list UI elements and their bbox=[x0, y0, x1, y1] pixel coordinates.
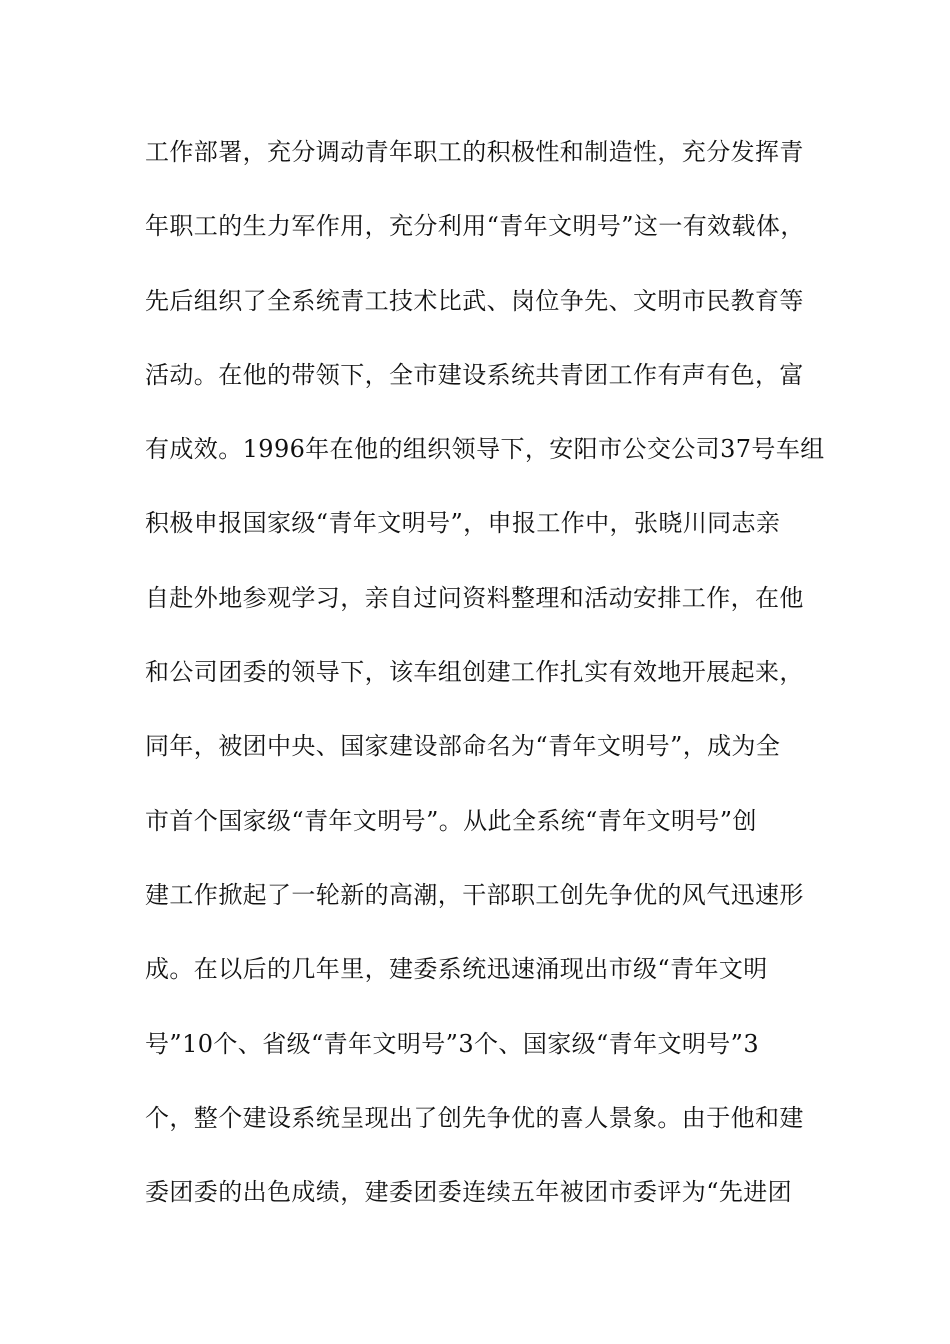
text-line: 市首个国家级“青年文明号”。从此全系统“青年文明号”创 bbox=[145, 806, 757, 835]
text-line: 成。在以后的几年里，建委系统迅速涌现出市级“青年文明 bbox=[145, 955, 768, 984]
text-line: 和公司团委的领导下，该车组创建工作扎实有效地开展起来， bbox=[145, 658, 804, 687]
text-line: 工作部署，充分调动青年职工的积极性和制造性，充分发挥青 bbox=[145, 138, 804, 166]
text-line: 活动。在他的带领下，全市建设系统共青团工作有声有色，富 bbox=[145, 360, 804, 389]
text-line: 同年，被团中央、国家建设部命名为“青年文明号”，成为全 bbox=[145, 732, 781, 761]
text-line: 建工作掀起了一轮新的高潮，干部职工创先争优的风气迅速形 bbox=[145, 880, 804, 909]
text-line: 号”10个、省级“青年文明号”3个、国家级“青年文明号”3 bbox=[145, 1029, 760, 1058]
text-line: 积极申报国家级“青年文明号”，申报工作中，张晓川同志亲 bbox=[145, 509, 781, 538]
text-line: 年职工的生力军作用，充分利用“青年文明号”这一有效载体， bbox=[145, 212, 805, 241]
text-line: 先后组织了全系统青工技术比武、岗位争先、文明市民教育等 bbox=[145, 286, 804, 315]
text-line: 个，整个建设系统呈现出了创先争优的喜人景象。由于他和建 bbox=[145, 1103, 804, 1132]
text-line: 自赴外地参观学习，亲自过问资料整理和活动安排工作，在他 bbox=[145, 583, 804, 612]
text-line: 委团委的出色成绩，建委团委连续五年被团市委评为“先进团 bbox=[145, 1178, 793, 1207]
text-line: 有成效。1996年在他的组织领导下，安阳市公交公司37号车组 bbox=[145, 435, 825, 464]
body-paragraph bbox=[145, 128, 835, 1242]
